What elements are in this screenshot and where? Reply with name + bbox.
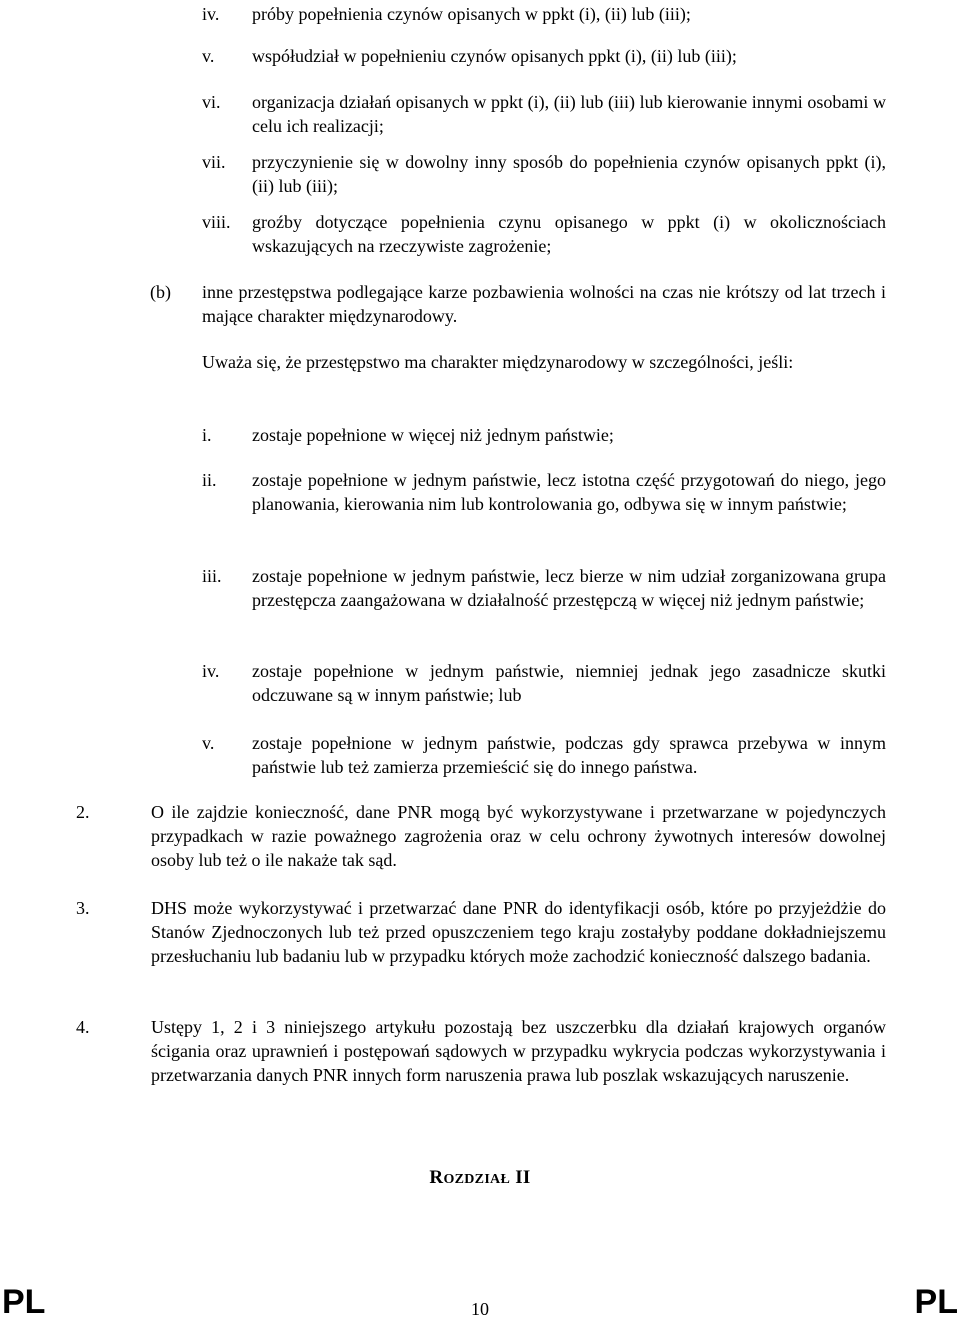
list-text: współudział w popełnieniu czynów opisanych ppkt (i), (ii) lub (iii); bbox=[252, 46, 737, 66]
chapter-word-rest: OZDZIAŁ bbox=[443, 1172, 511, 1187]
list-text: groźby dotyczące popełnienia czynu opisanego w ppkt (i) w okolicznościach wskazujących na rzeczywiste zagrożenie; bbox=[252, 212, 886, 256]
list-label: iv. bbox=[202, 4, 220, 24]
list-label: iv. bbox=[202, 661, 220, 681]
paragraph-number: 2. bbox=[76, 802, 90, 822]
list-label: iii. bbox=[202, 566, 222, 586]
list-text: organizacja działań opisanych w ppkt (i), (ii) lub (iii) lub kierowanie innymi osobami w celu ich realizacji; bbox=[252, 92, 886, 136]
paragraph-number: 3. bbox=[76, 898, 90, 918]
footer-language-left: PL bbox=[2, 1283, 46, 1321]
list-label: v. bbox=[202, 733, 215, 753]
item-b-intro: Uważa się, że przestępstwo ma charakter międzynarodowy w szczególności, jeśli: bbox=[202, 352, 794, 372]
list-text: zostaje popełnione w jednym państwie, podczas gdy sprawca przebywa w innym państwie lub też zamierza przemieścić się do innego państwa. bbox=[252, 733, 886, 777]
item-b-label: (b) bbox=[150, 282, 171, 302]
list-label: viii. bbox=[202, 212, 231, 232]
list-label: v. bbox=[202, 46, 215, 66]
list-label: vi. bbox=[202, 92, 221, 112]
list-label: i. bbox=[202, 425, 212, 445]
list-text: zostaje popełnione w więcej niż jednym państwie; bbox=[252, 425, 614, 445]
list-label: vii. bbox=[202, 152, 226, 172]
list-label: ii. bbox=[202, 470, 217, 490]
list-text: przyczynienie się w dowolny inny sposób do popełnienia czynów opisanych ppkt (i), (ii) lub (iii); bbox=[252, 152, 886, 196]
footer-language-right: PL bbox=[914, 1283, 958, 1321]
paragraph-number: 4. bbox=[76, 1017, 90, 1037]
chapter-number: II bbox=[515, 1167, 531, 1188]
paragraph-text: DHS może wykorzystywać i przetwarzać dane PNR do identyfikacji osób, które po przyjeżdżie do Stanów Zjednoczonych lub też przed opuszczeniem tego kraju zostałyby poddane dokładniejszemu przesłuchaniu lub badaniu lub w przypadku których może zachodzić konieczność dalszego badania. bbox=[151, 898, 886, 966]
list-text: zostaje popełnione w jednym państwie, lecz istotna część przygotowań do niego, jego planowania, kierowania nim lub kontrolowania go, odbywa się w innym państwie; bbox=[252, 470, 886, 514]
list-text: zostaje popełnione w jednym państwie, niemniej jednak jego zasadnicze skutki odczuwane są w innym państwie; lub bbox=[252, 661, 886, 705]
page-number: 10 bbox=[471, 1299, 489, 1319]
list-text: próby popełnienia czynów opisanych w ppkt (i), (ii) lub (iii); bbox=[252, 4, 691, 24]
paragraph-text: Ustępy 1, 2 i 3 niniejszego artykułu pozostają bez uszczerbku dla działań krajowych organów ścigania oraz uprawnień i postępowań sądowych w przypadku wykrycia podczas wykorzystywania i przetwarzania danych PNR innych form naruszenia prawa lub poszlak wskazujących naruszenie. bbox=[151, 1017, 886, 1085]
chapter-first-letter: R bbox=[429, 1167, 444, 1188]
list-text: zostaje popełnione w jednym państwie, lecz bierze w nim udział zorganizowana grupa przestępcza zaangażowana w działalność przestępczą w więcej niż jednym państwie; bbox=[252, 566, 886, 610]
paragraph-text: O ile zajdzie konieczność, dane PNR mogą być wykorzystywane i przetwarzane w pojedynczych przypadkach w razie poważnego zagrożenia oraz w celu ochrony żywotnych interesów dowolnej osoby lub też o ile nakaże tak sąd. bbox=[151, 802, 886, 870]
chapter-heading bbox=[0, 1166, 960, 1192]
item-b-text: inne przestępstwa podlegające karze pozbawienia wolności na czas nie krótszy od lat trzech i mające charakter międzynarodowy. bbox=[202, 282, 886, 326]
